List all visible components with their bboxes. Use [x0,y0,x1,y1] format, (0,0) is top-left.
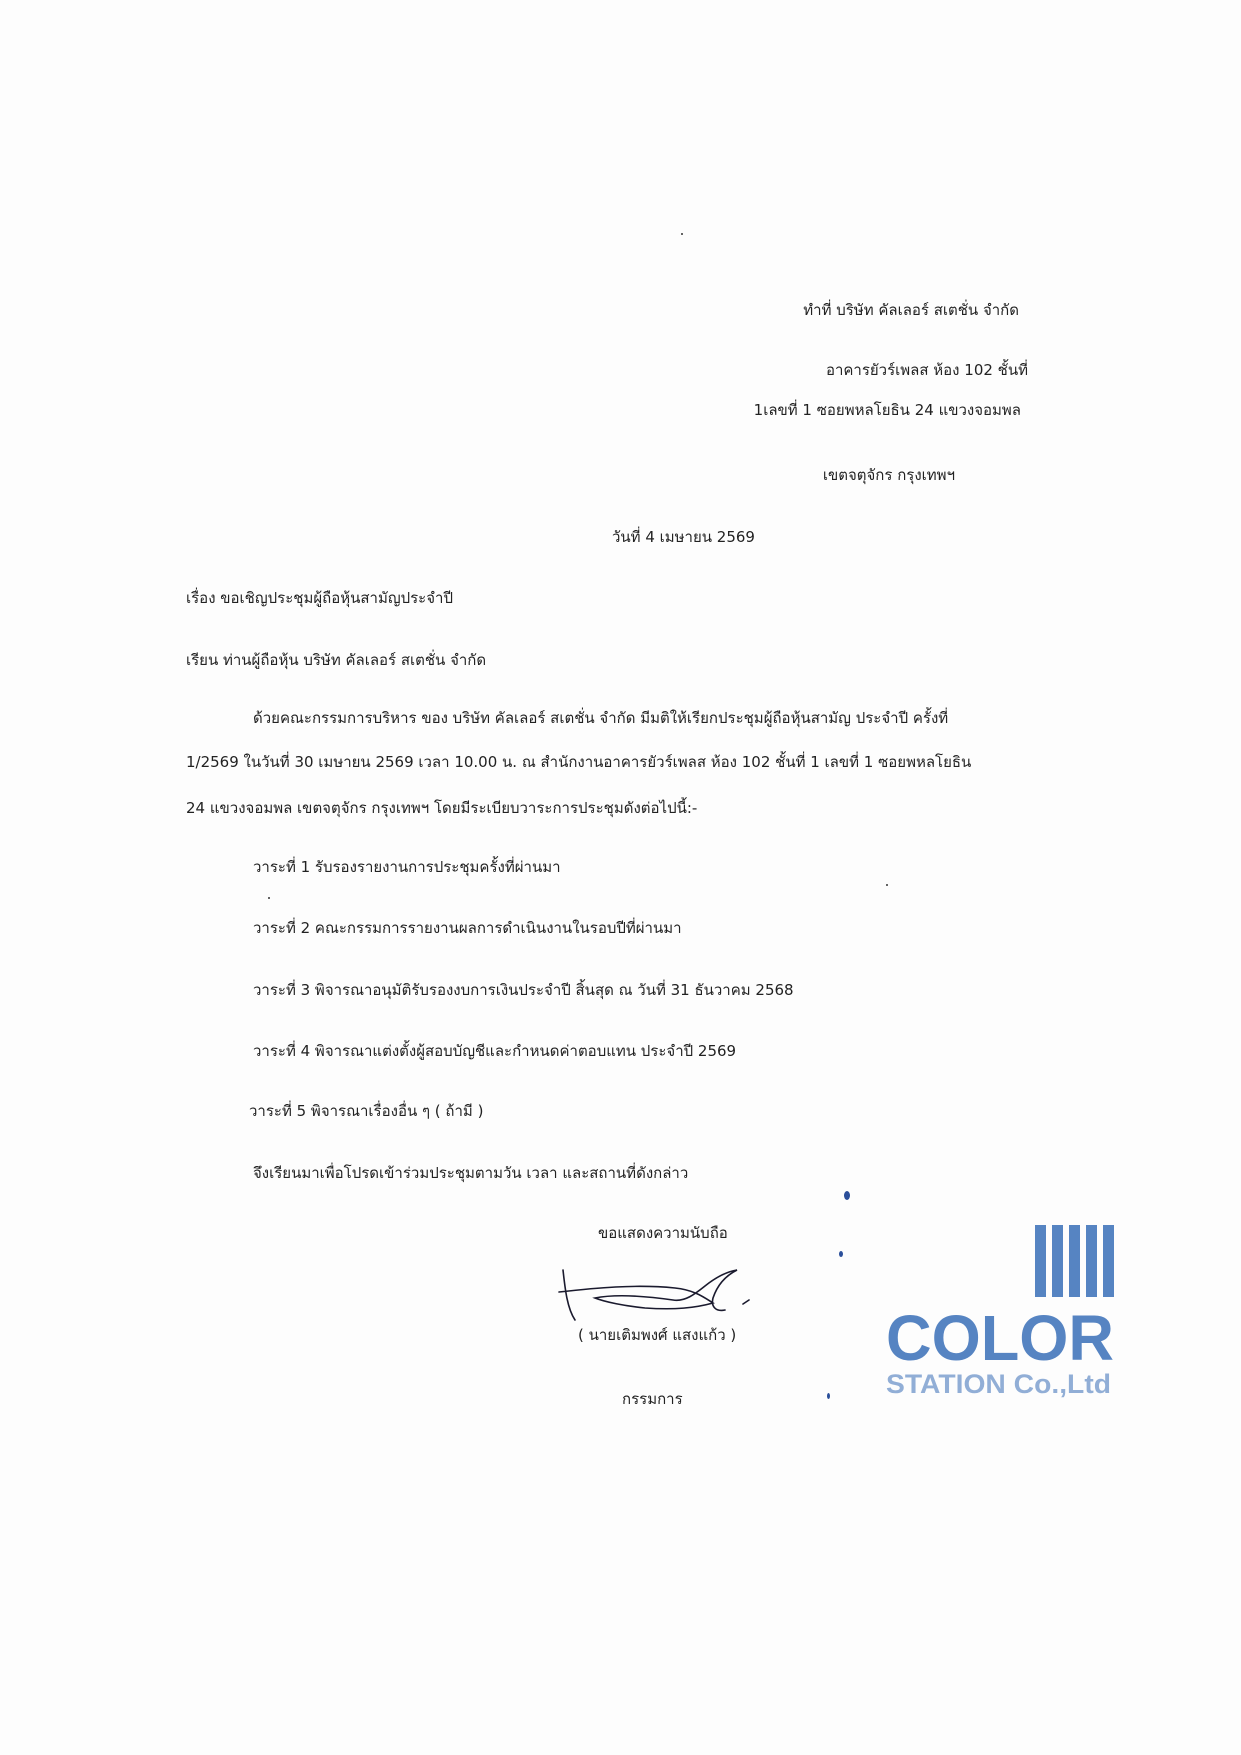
sender-place-line: ทำที่ บริษัท คัลเลอร์ สเตชั่น จำกัด [803,301,1019,319]
agenda-item-1: วาระที่ 1 รับรองรายงานการประชุมครั้งที่ผ่านมา [253,858,561,876]
recipient-line: เรียน ท่านผู้ถือหุ้น บริษัท คัลเลอร์ สเตชั่น จำกัด [186,651,487,669]
date-line: วันที่ 4 เมษายน 2569 [612,528,755,546]
ink-speck [839,1251,843,1257]
svg-text:STATION Co.,Ltd: STATION Co.,Ltd [886,1369,1111,1399]
body-line-3: 24 แขวงจอมพล เขตจตุจักร กรุงเทพฯ โดยมีระเบียบวาระการประชุมดังต่อไปนี้:- [186,799,698,817]
signer-title: กรรมการ [622,1390,683,1408]
ink-speck [827,1393,830,1399]
agenda-item-5: วาระที่ 5 พิจารณาเรื่องอื่น ๆ ( ถ้ามี ) [249,1102,484,1120]
signer-name: ( นายเติมพงศ์ แสงแก้ว ) [578,1326,737,1344]
closing-line: จึงเรียนมาเพื่อโปรดเข้าร่วมประชุมตามวัน เวลา และสถานที่ดังกล่าว [253,1164,689,1182]
agenda-item-2: วาระที่ 2 คณะกรรมการรายงานผลการดำเนินงานในรอบปีที่ผ่านมา [253,919,682,937]
sender-address-line1: อาคารยัวร์เพลส ห้อง 102 ชั้นที่ [825,361,1028,379]
ink-speck [844,1191,850,1200]
svg-text:COLOR: COLOR [886,1302,1114,1374]
body-line-2: 1/2569 ในวันที่ 30 เมษายน 2569 เวลา 10.00 น. ณ สำนักงานอาคารยัวร์เพลส ห้อง 102 ชั้นที่ 1 เลขที่ 1 ซอยพหลโยธิน [186,753,972,771]
sender-address-line3: เขตจตุจักร กรุงเทพฯ [822,466,955,484]
agenda-item-4: วาระที่ 4 พิจารณาแต่งตั้งผู้สอบบัญชีและกำหนดค่าตอบแทน ประจำปี 2569 [253,1042,737,1060]
company-stamp [880,1225,1120,1400]
dust-speck [886,884,888,886]
agenda-item-3: วาระที่ 3 พิจารณาอนุมัติรับรองงบการเงินประจำปี สิ้นสุด ณ วันที่ 31 ธันวาคม 2568 [253,981,794,999]
subject-line: เรื่อง ขอเชิญประชุมผู้ถือหุ้นสามัญประจำปี [186,589,453,607]
regards-line: ขอแสดงความนับถือ [598,1224,728,1242]
dust-speck [268,897,270,899]
signature-mark [555,1258,770,1333]
dust-speck [681,233,683,235]
body-line-1: ด้วยคณะกรรมการบริหาร ของ บริษัท คัลเลอร์ สเตชั่น จำกัด มีมติให้เรียกประชุมผู้ถือหุ้นสามัญ ประจำปี ครั้งที่ [253,709,949,727]
sender-address-line2: 1เลขที่ 1 ซอยพหลโยธิน 24 แขวงจอมพล [753,401,1021,419]
